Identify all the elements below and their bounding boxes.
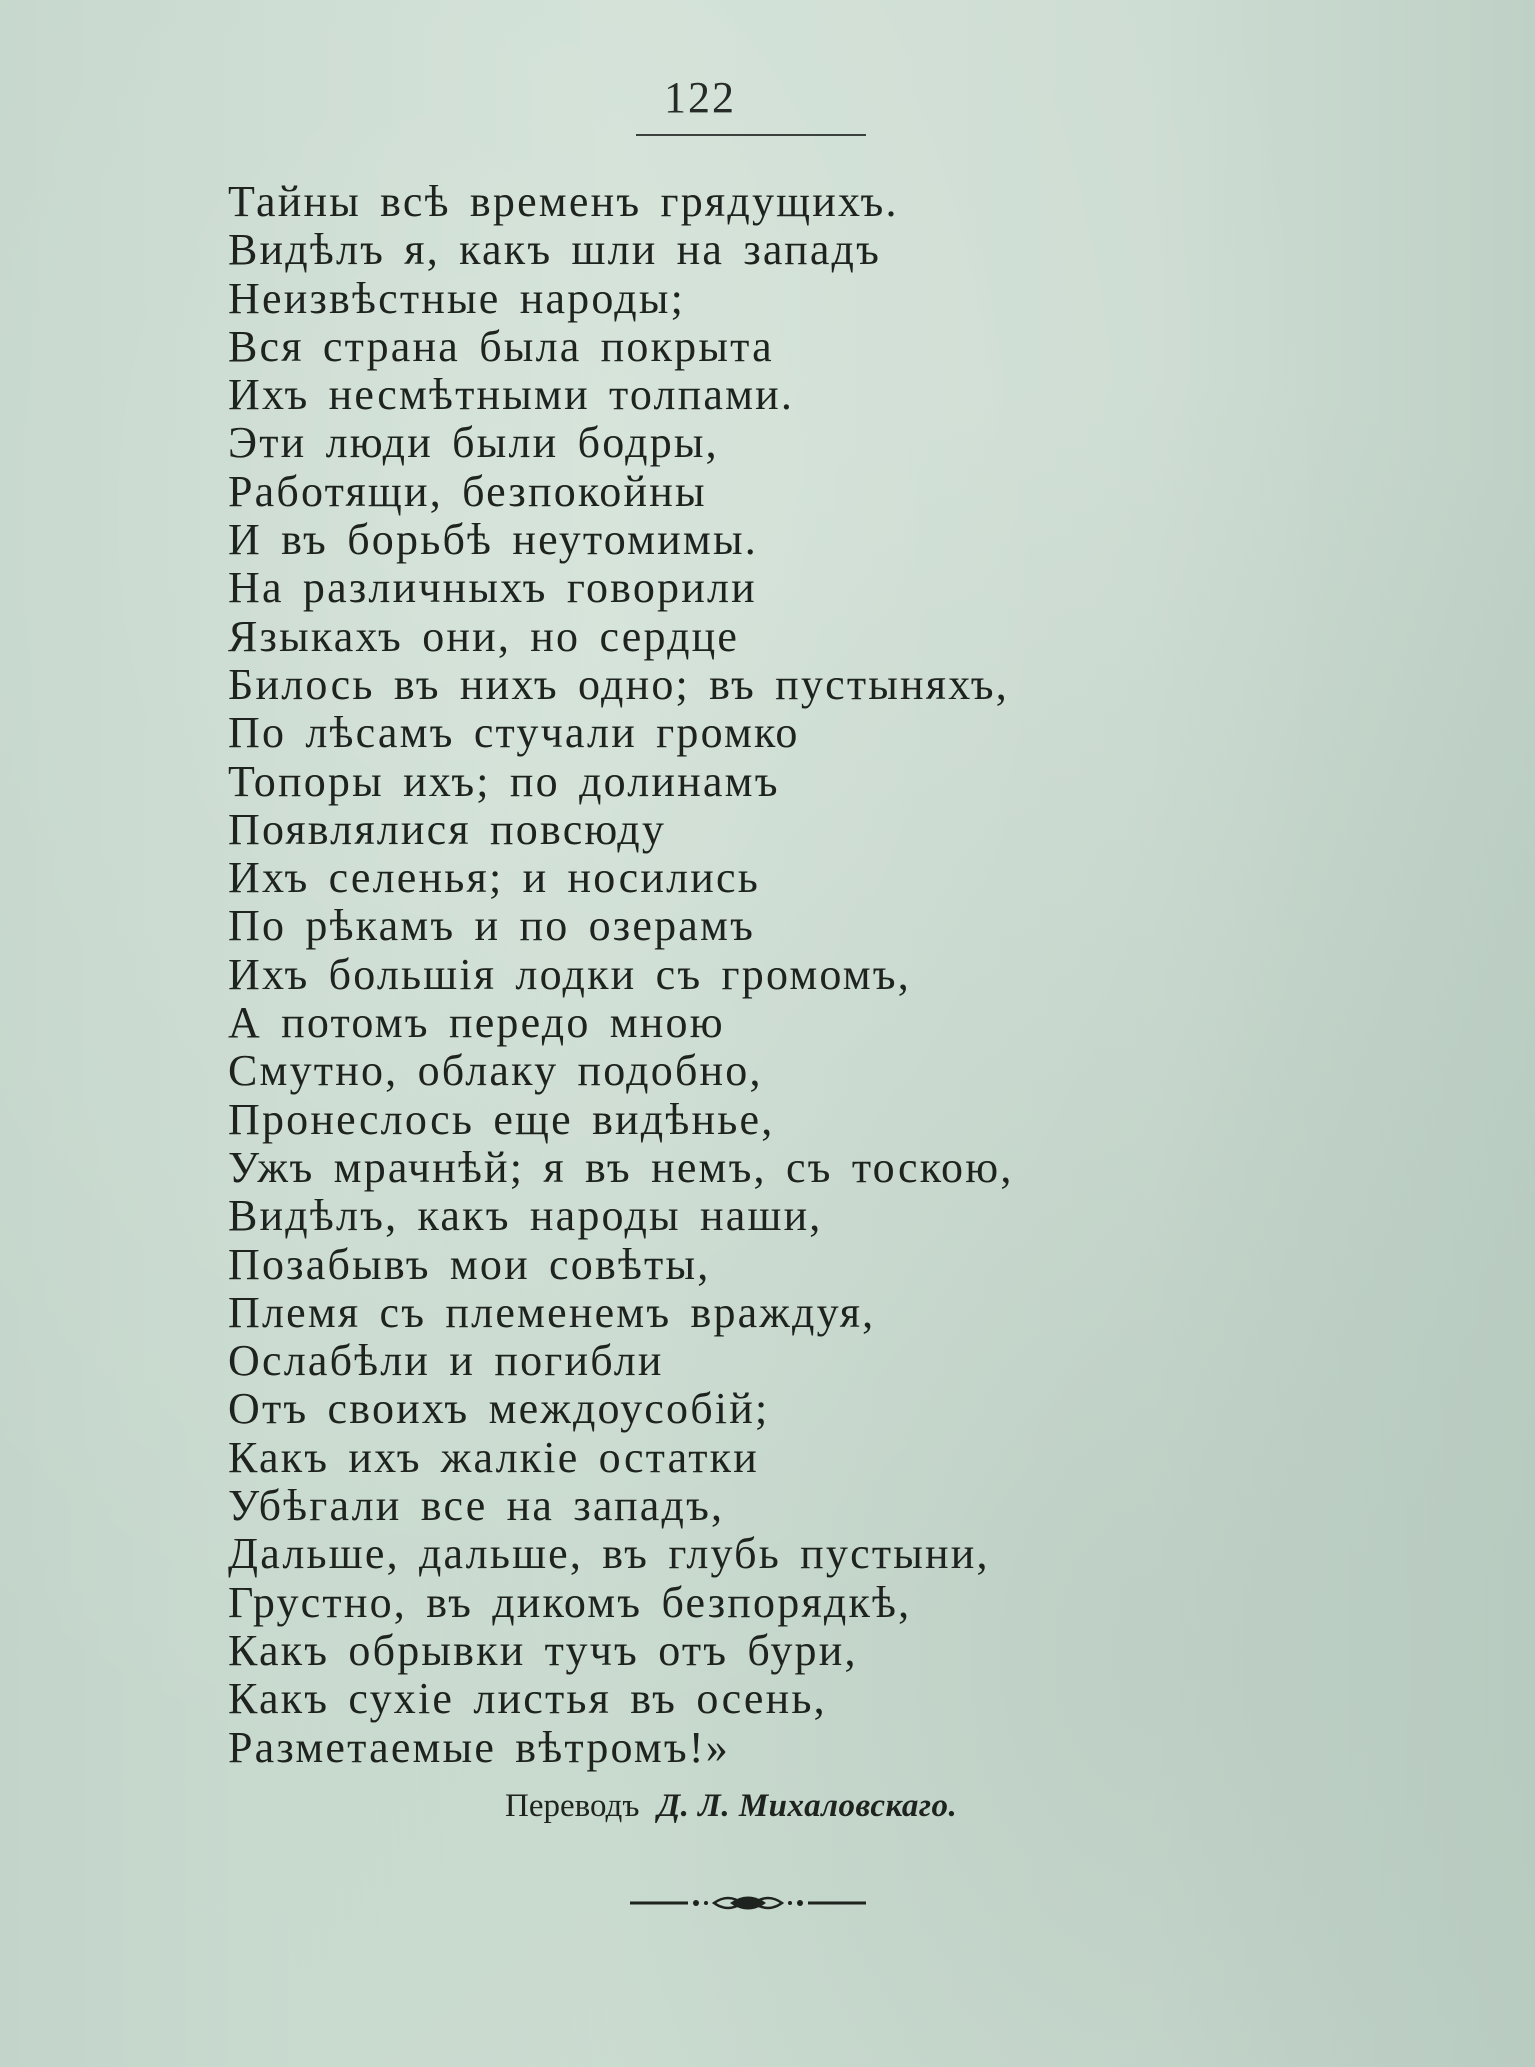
poem-line: Ужъ мрачнѣй; я въ немъ, съ тоскою, <box>228 1142 1014 1192</box>
poem-line: Ихъ селенья; и носились <box>228 853 760 903</box>
poem-line: Какъ ихъ жалкіе остатки <box>228 1432 759 1482</box>
poem-line: Работящи, безпокойны <box>228 466 707 516</box>
poem-line: Ослабѣли и погибли <box>228 1336 664 1386</box>
poem-line: Дальше, дальше, въ глубь пустыни, <box>228 1529 990 1579</box>
poem-line: Пронеслось еще видѣнье, <box>228 1094 775 1144</box>
fleuron-ornament-icon <box>628 1890 868 1916</box>
poem-line: Появлялися повсюду <box>228 804 667 854</box>
page-number: 122 <box>664 73 736 122</box>
poem-line: Разметаемые вѣтромъ!» <box>228 1722 730 1772</box>
poem-line: Какъ сухіе листья въ осень, <box>228 1674 827 1724</box>
poem-line: Смутно, облаку подобно, <box>228 1046 763 1096</box>
poem-line: Неизвѣстные народы; <box>228 273 686 323</box>
poem-line: Племя съ племенемъ враждуя, <box>228 1287 876 1337</box>
translator-name: Д. Л. Михаловскаго. <box>657 1788 958 1824</box>
poem-line: Эти люди были бодры, <box>228 418 719 468</box>
poem-line: Вся страна была покрыта <box>228 321 774 371</box>
poem-line: Какъ обрывки тучъ отъ бури, <box>228 1625 858 1675</box>
poem-line: Ихъ несмѣтными толпами. <box>228 370 795 420</box>
poem-line: Языкахъ они, но сердце <box>228 611 740 661</box>
poem-line: Убѣгали все на западъ, <box>228 1481 725 1531</box>
poem-line: Позабывъ мои совѣты, <box>228 1239 711 1289</box>
header-rule <box>636 134 866 136</box>
poem-line: По лѣсамъ стучали громко <box>228 708 800 758</box>
poem-line: Тайны всѣ временъ грядущихъ. <box>228 177 899 226</box>
poem-line: Билось въ нихъ одно; въ пустыняхъ, <box>228 659 1009 709</box>
poem-line: На различныхъ говорили <box>228 563 757 613</box>
poem-line: Видѣлъ, какъ народы наши, <box>228 1191 823 1241</box>
poem-line: Видѣлъ я, какъ шли на западъ <box>228 225 882 275</box>
poem-line: Ихъ большія лодки съ громомъ, <box>228 949 911 999</box>
translator-attribution <box>505 1788 957 1825</box>
poem-line: По рѣкамъ и по озерамъ <box>228 901 756 951</box>
poem-line: Топоры ихъ; по долинамъ <box>228 756 780 806</box>
attribution-prefix: Переводъ <box>505 1788 640 1824</box>
poem-text <box>228 178 1378 1772</box>
poem-line: А потомъ передо мною <box>228 998 725 1048</box>
poem-line: Грустно, въ дикомъ безпорядкѣ, <box>228 1577 912 1627</box>
poem-line: Отъ своихъ междоусобій; <box>228 1384 770 1434</box>
poem-line: И въ борьбѣ неутомимы. <box>228 515 758 565</box>
